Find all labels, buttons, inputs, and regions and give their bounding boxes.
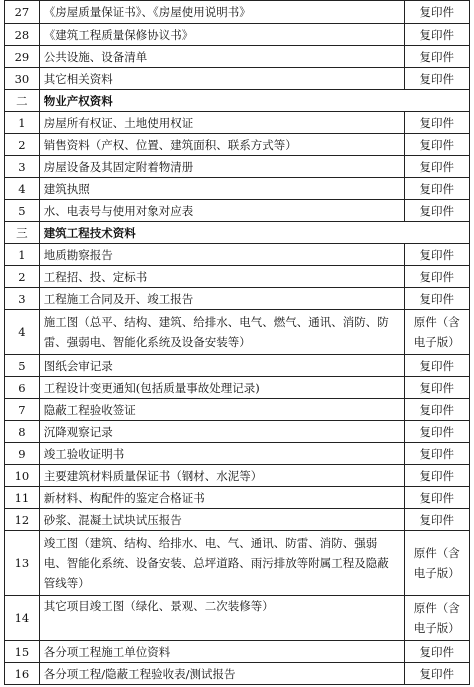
table-row bbox=[5, 68, 470, 90]
copy-type: 复印件 bbox=[404, 377, 469, 399]
row-number: 6 bbox=[5, 377, 40, 399]
item-description: 各分项工程/隐蔽工程验收表/测试报告 bbox=[39, 663, 404, 685]
copy-type: 复印件 bbox=[404, 421, 469, 443]
copy-type: 复印件 bbox=[404, 487, 469, 509]
table-row bbox=[5, 465, 470, 487]
row-number: 3 bbox=[5, 156, 40, 178]
table-row bbox=[5, 178, 470, 200]
item-description: 工程招、投、定标书 bbox=[39, 266, 404, 288]
copy-type: 复印件 bbox=[404, 641, 469, 663]
copy-type: 复印件 bbox=[404, 399, 469, 421]
row-number: 29 bbox=[5, 46, 40, 68]
item-description: 房屋设备及其固定附着物清册 bbox=[39, 156, 404, 178]
item-description: 各分项工程施工单位资料 bbox=[39, 641, 404, 663]
item-description: 销售资料（产权、位置、建筑面积、联系方式等） bbox=[39, 134, 404, 156]
row-number: 16 bbox=[5, 663, 40, 685]
copy-type: 复印件 bbox=[404, 156, 469, 178]
item-description: 水、电表号与使用对象对应表 bbox=[39, 200, 404, 222]
table-row bbox=[5, 443, 470, 465]
row-number: 11 bbox=[5, 487, 40, 509]
copy-type: 复印件 bbox=[404, 288, 469, 310]
row-number: 4 bbox=[5, 178, 40, 200]
item-description: 施工图（总平、结构、建筑、给排水、电气、燃气、通讯、消防、防雷、强弱电、智能化系统及设备安装等） bbox=[39, 310, 404, 355]
row-number: 5 bbox=[5, 355, 40, 377]
copy-type: 复印件 bbox=[404, 509, 469, 531]
copy-type: 复印件 bbox=[404, 1, 469, 24]
copy-type: 复印件 bbox=[404, 178, 469, 200]
item-description: 工程施工合同及开、竣工报告 bbox=[39, 288, 404, 310]
item-description: 建筑执照 bbox=[39, 178, 404, 200]
item-description: 其它相关资料 bbox=[39, 68, 404, 90]
row-number: 27 bbox=[5, 1, 40, 24]
item-description: 《房屋质量保证书》、《房屋使用说明书》 bbox=[39, 1, 404, 24]
copy-type: 复印件 bbox=[404, 663, 469, 685]
row-number: 10 bbox=[5, 465, 40, 487]
copy-type: 复印件 bbox=[404, 443, 469, 465]
item-description: 新材料、构配件的鉴定合格证书 bbox=[39, 487, 404, 509]
copy-type: 复印件 bbox=[404, 465, 469, 487]
copy-type: 复印件 bbox=[404, 46, 469, 68]
row-number: 1 bbox=[5, 244, 40, 266]
row-number: 5 bbox=[5, 200, 40, 222]
copy-type: 复印件 bbox=[404, 24, 469, 46]
section-title: 建筑工程技术资料 bbox=[39, 222, 469, 244]
row-number: 28 bbox=[5, 24, 40, 46]
item-description: 地质勘察报告 bbox=[39, 244, 404, 266]
row-number: 14 bbox=[5, 596, 40, 641]
table-row bbox=[5, 377, 470, 399]
table-row bbox=[5, 487, 470, 509]
table-row bbox=[5, 200, 470, 222]
row-number: 1 bbox=[5, 112, 40, 134]
table-row bbox=[5, 112, 470, 134]
table-row bbox=[5, 244, 470, 266]
table-row bbox=[5, 399, 470, 421]
item-description: 其它项目竣工图（绿化、景观、二次装修等） bbox=[39, 596, 404, 641]
table-row bbox=[5, 1, 470, 24]
item-description: 房屋所有权证、土地使用权证 bbox=[39, 112, 404, 134]
table-row bbox=[5, 134, 470, 156]
table-row bbox=[5, 421, 470, 443]
row-number: 8 bbox=[5, 421, 40, 443]
section-title: 物业产权资料 bbox=[39, 90, 469, 112]
copy-type: 复印件 bbox=[404, 355, 469, 377]
item-description: 图纸会审记录 bbox=[39, 355, 404, 377]
row-number: 3 bbox=[5, 288, 40, 310]
copy-type: 复印件 bbox=[404, 266, 469, 288]
row-number: 30 bbox=[5, 68, 40, 90]
table-row bbox=[5, 288, 470, 310]
copy-type: 原件（含电子版） bbox=[404, 596, 469, 641]
copy-type: 原件（含电子版） bbox=[404, 531, 469, 596]
item-description: 工程设计变更通知(包括质量事故处理记录) bbox=[39, 377, 404, 399]
item-description: 主要建筑材料质量保证书（钢材、水泥等） bbox=[39, 465, 404, 487]
item-description: 竣工图（建筑、结构、给排水、电、气、通讯、防雷、消防、强弱电、智能化系统、设备安装、总坪道路、雨污排放等附属工程及隐蔽管线等） bbox=[39, 531, 404, 596]
table-row bbox=[5, 663, 470, 685]
copy-type: 复印件 bbox=[404, 244, 469, 266]
section-row bbox=[5, 90, 470, 112]
section-number: 三 bbox=[5, 222, 40, 244]
copy-type: 原件（含电子版） bbox=[404, 310, 469, 355]
table-row bbox=[5, 531, 470, 596]
row-number: 12 bbox=[5, 509, 40, 531]
table-row bbox=[5, 156, 470, 178]
item-description: 隐蔽工程验收签证 bbox=[39, 399, 404, 421]
section-number: 二 bbox=[5, 90, 40, 112]
table-row bbox=[5, 641, 470, 663]
row-number: 7 bbox=[5, 399, 40, 421]
row-number: 15 bbox=[5, 641, 40, 663]
item-description: 《建筑工程质量保修协议书》 bbox=[39, 24, 404, 46]
copy-type: 复印件 bbox=[404, 68, 469, 90]
checklist-body bbox=[5, 1, 470, 685]
table-row bbox=[5, 310, 470, 355]
table-row bbox=[5, 266, 470, 288]
table-row bbox=[5, 46, 470, 68]
table-row bbox=[5, 596, 470, 641]
item-description: 公共设施、设备清单 bbox=[39, 46, 404, 68]
row-number: 13 bbox=[5, 531, 40, 596]
handover-checklist-table bbox=[4, 0, 470, 685]
copy-type: 复印件 bbox=[404, 112, 469, 134]
item-description: 沉降观察记录 bbox=[39, 421, 404, 443]
copy-type: 复印件 bbox=[404, 134, 469, 156]
item-description: 竣工验收证明书 bbox=[39, 443, 404, 465]
section-row bbox=[5, 222, 470, 244]
copy-type: 复印件 bbox=[404, 200, 469, 222]
table-row bbox=[5, 355, 470, 377]
row-number: 2 bbox=[5, 266, 40, 288]
table-row bbox=[5, 24, 470, 46]
row-number: 9 bbox=[5, 443, 40, 465]
row-number: 2 bbox=[5, 134, 40, 156]
item-description: 砂浆、混凝土试块试压报告 bbox=[39, 509, 404, 531]
table-row bbox=[5, 509, 470, 531]
row-number: 4 bbox=[5, 310, 40, 355]
